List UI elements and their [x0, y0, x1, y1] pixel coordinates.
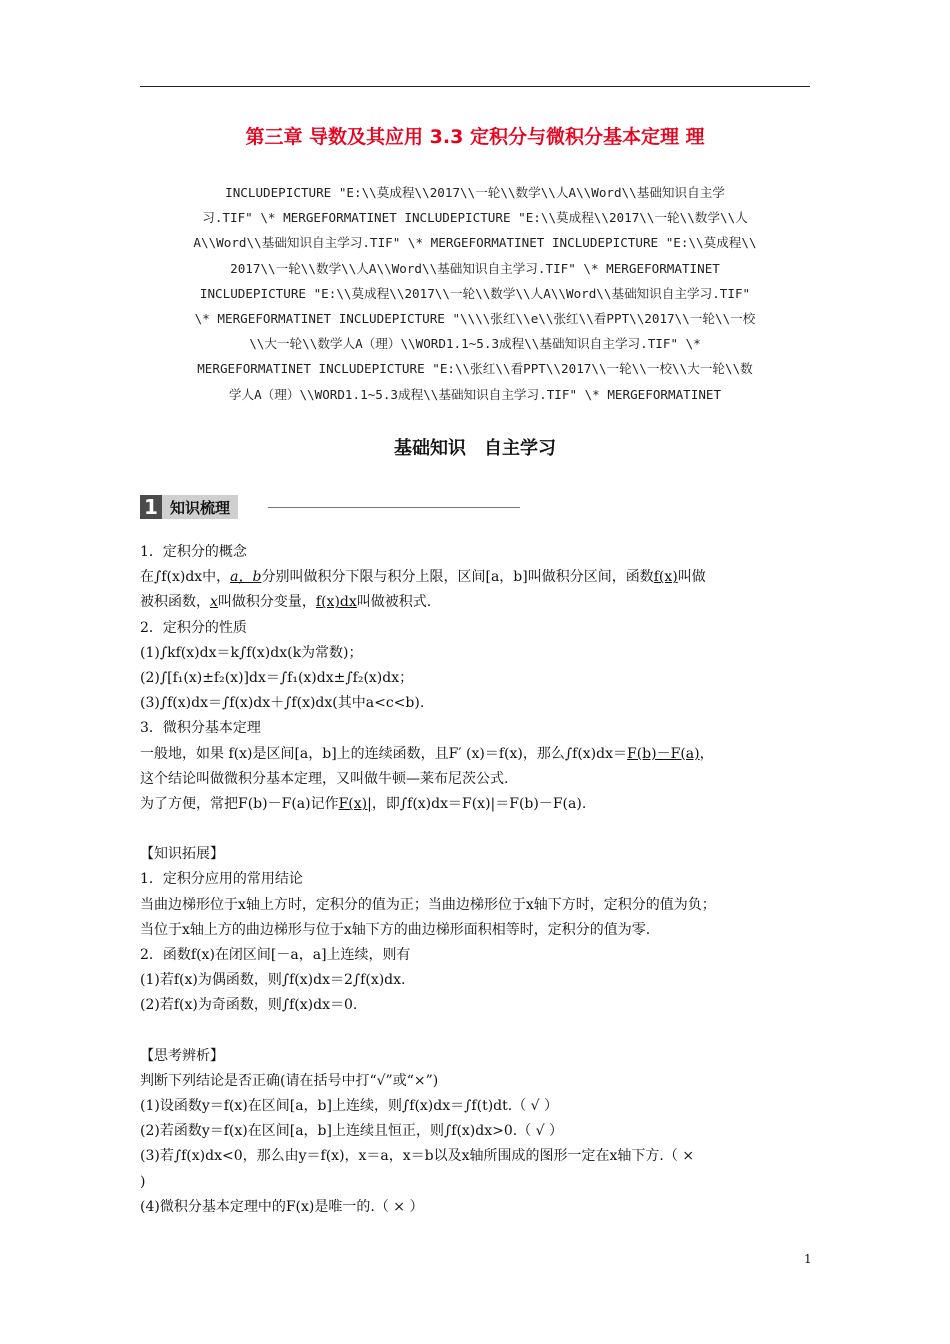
blank-answer: f(x) [653, 569, 678, 586]
s3-line-1 [140, 742, 825, 767]
include-line: \\大一轮\\数学人A（理）\\WORD1.1~5.3成程\\基础知识自主学习.TIF" \* [249, 336, 701, 352]
text: 叫做积分变量， [217, 594, 316, 611]
text: 在∫ [140, 569, 162, 586]
section-title: 基础知识 自主学习 [394, 438, 556, 459]
text: ， [699, 745, 714, 762]
s3-line-2: 这个结论叫做微积分基本定理，又叫做牛顿—莱布尼茨公式. [140, 770, 509, 787]
ext-line-3: 当位于x轴上方的曲边梯形与位于x轴下方的曲边梯形面积相等时，定积分的值为零. [140, 921, 651, 938]
blank-answer: a，b [230, 569, 262, 586]
badge-number: 1 [140, 495, 162, 519]
s2-property-2: (2)∫[f₁(x)±f₂(x)]dx＝∫f₁(x)dx±∫f₂(x)dx； [140, 670, 414, 687]
think-line-3: (2)若函数y＝f(x)在区间[a，b]上连续且恒正，则∫f(x)dx>0.（ √ ） [140, 1123, 564, 1140]
top-rule [140, 86, 810, 87]
include-line: MERGEFORMATINET INCLUDEPICTURE "E:\\张红\\看PPT\\2017\\一轮\\一校\\大一轮\\数 [197, 361, 753, 377]
include-line: INCLUDEPICTURE "E:\\莫成程\\2017\\一轮\\数学\\人A\\Word\\基础知识自主学习.TIF" [199, 285, 751, 301]
text: 叫做 [677, 569, 706, 586]
text: 分别叫做积分下限与积分上限，区间[a，b]叫做积分区间，函数 [261, 569, 654, 586]
include-line: 学人A（理）\\WORD1.1~5.3成程\\基础知识自主学习.TIF" \* MERGEFORMATINET [228, 386, 722, 402]
text: 叫做被积式. [356, 594, 432, 611]
text: 一般地，如果 f(x)是区间[a，b]上的连续函数，且F′ (x)＝f(x)，那么∫f(x)dx＝ [140, 745, 627, 762]
include-field-codes [140, 180, 810, 407]
ext-line-2: 当曲边梯形位于x轴上方时，定积分的值为正；当曲边梯形位于x轴下方时，定积分的值为负； [140, 896, 716, 913]
badge-divider [268, 507, 520, 508]
include-line: 习.TIF" \* MERGEFORMATINET INCLUDEPICTURE "E:\\莫成程\\2017\\一轮\\数学\\人 [202, 210, 748, 226]
blank-answer: F(x)| [338, 796, 372, 813]
ext-line-4: 2．函数f(x)在闭区间[－a，a]上连续，则有 [140, 947, 411, 964]
body-text [140, 540, 825, 1220]
think-line-4: (3)若∫f(x)dx<0，那么由y＝f(x)，x＝a，x＝b以及x轴所围成的图形一定在x轴下方.（ × [140, 1148, 695, 1165]
include-line: A\\Word\\基础知识自主学习.TIF" \* MERGEFORMATINET INCLUDEPICTURE "E:\\莫成程\\ [193, 235, 757, 251]
s1-line-1 [140, 565, 825, 590]
blank-answer: x [210, 594, 218, 611]
s2-property-3: (3)∫f(x)dx＝∫f(x)dx＋∫f(x)dx(其中a<c<b). [140, 695, 425, 712]
think-line-5: ) [140, 1173, 146, 1190]
ext-line-5: (1)若f(x)为偶函数，则∫f(x)dx＝2∫f(x)dx. [140, 972, 406, 989]
think-line-6: (4)微积分基本定理中的F(x)是唯一的.（ × ） [140, 1198, 424, 1215]
include-line: INCLUDEPICTURE "E:\\莫成程\\2017\\一轮\\数学\\人A\\Word\\基础知识自主学 [225, 185, 725, 200]
knowledge-badge [140, 495, 238, 519]
s3-heading: 3．微积分基本定理 [140, 720, 261, 737]
s1-line-2 [140, 590, 825, 615]
text: f(x) [161, 569, 186, 586]
text: 为了方便，常把F(b)－F(a)记作 [140, 796, 339, 813]
s2-heading: 2．定积分的性质 [140, 619, 247, 636]
s1-heading: 1．定积分的概念 [140, 544, 247, 560]
document-title: 第三章 导数及其应用 3.3 定积分与微积分基本定理 理 [245, 126, 705, 148]
text: dx中， [185, 569, 231, 586]
page-number: 1 [804, 1252, 812, 1266]
ext-heading: 【知识拓展】 [140, 846, 224, 863]
think-line-1: 判断下列结论是否正确(请在括号中打“√”或“×”) [140, 1072, 439, 1089]
blank-answer: f(x)dx [315, 594, 357, 611]
badge-label: 知识梳理 [162, 495, 238, 519]
s2-property-1: (1)∫kf(x)dx＝k∫f(x)dx(k为常数)； [140, 644, 363, 661]
think-line-2: (1)设函数y＝f(x)在区间[a，b]上连续，则∫f(x)dx＝∫f(t)dt.（ √ ） [140, 1098, 559, 1115]
include-line: 2017\\一轮\\数学\\人A\\Word\\基础知识自主学习.TIF" \* MERGEFORMATINET [230, 260, 720, 276]
think-heading: 【思考辨析】 [140, 1047, 224, 1064]
text: 被积函数， [140, 594, 210, 611]
include-line: \* MERGEFORMATINET INCLUDEPICTURE "\\\\张红\\e\\张红\\看PPT\\2017\\一轮\\一校 [194, 311, 756, 327]
text: ，即∫f(x)dx＝F(x)|＝F(b)－F(a). [371, 796, 587, 813]
ext-line-1: 1．定积分应用的常用结论 [140, 871, 303, 888]
s3-line-3 [140, 792, 825, 817]
ext-line-6: (2)若f(x)为奇函数，则∫f(x)dx＝0. [140, 997, 358, 1014]
blank-answer: F(b)－F(a) [627, 745, 700, 762]
